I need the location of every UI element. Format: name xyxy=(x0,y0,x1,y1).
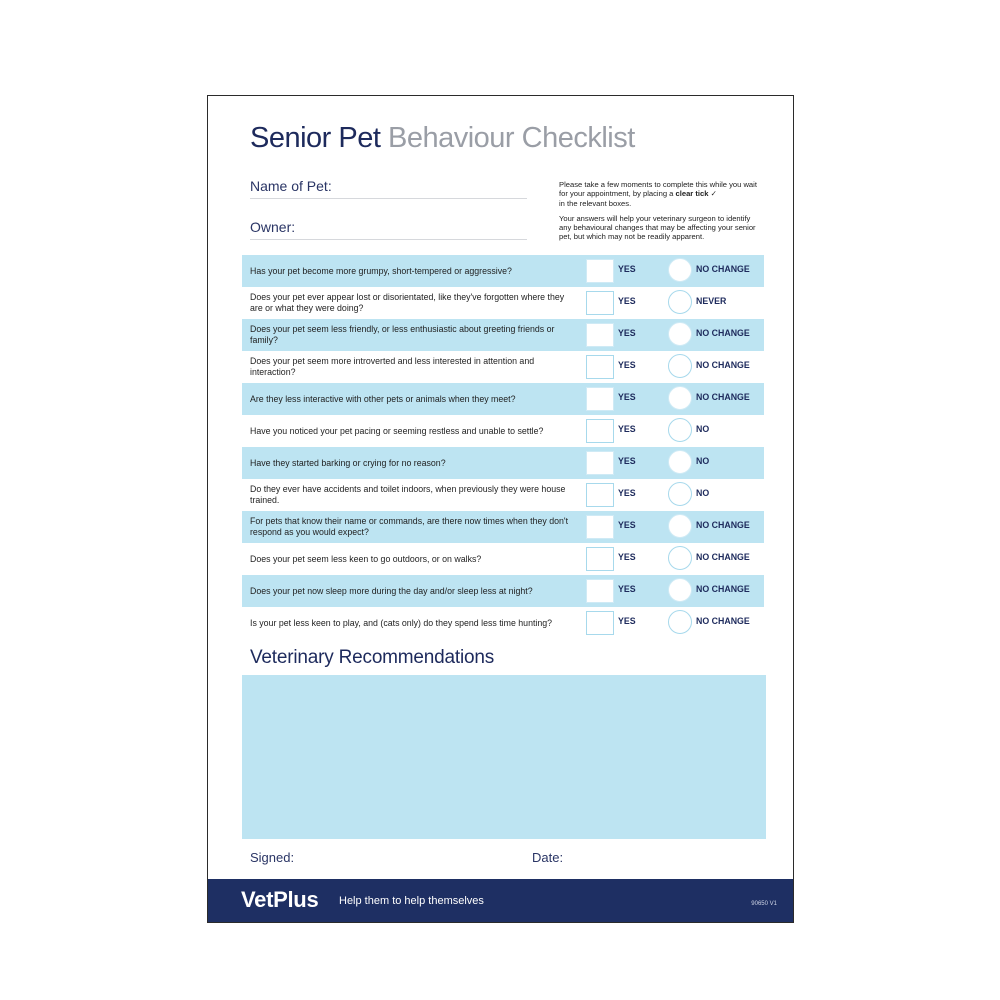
question-text xyxy=(250,479,575,511)
yes-label: YES xyxy=(618,360,636,370)
alt-label: NO xyxy=(696,488,710,498)
question-label: Does your pet ever appear lost or disorientated, like they've forgotten where they are or what they were doing? xyxy=(250,292,565,313)
recommendations-title: Veterinary Recommendations xyxy=(250,647,495,668)
alt-radio[interactable] xyxy=(668,482,692,506)
alt-radio[interactable] xyxy=(668,322,692,346)
yes-label: YES xyxy=(618,456,636,466)
yes-label: YES xyxy=(618,520,636,530)
question-label: Have you noticed your pet pacing or seeming restless and unable to settle? xyxy=(250,425,544,436)
yes-checkbox[interactable] xyxy=(586,515,614,539)
pet-name-label: Name of Pet: xyxy=(250,178,332,194)
question-label: Does your pet seem less keen to go outdoors, or on walks? xyxy=(250,553,482,564)
brand-logo: VetPlus xyxy=(241,887,319,912)
pet-name-field[interactable] xyxy=(250,178,527,199)
alt-label: NO CHANGE xyxy=(696,584,750,594)
question-text xyxy=(250,415,575,447)
question-text xyxy=(250,511,575,543)
question-label: Do they ever have accidents and toilet indoors, when previously they were house trained. xyxy=(250,484,566,505)
yes-checkbox[interactable] xyxy=(586,611,614,635)
alt-radio[interactable] xyxy=(668,546,692,570)
yes-checkbox[interactable] xyxy=(586,355,614,379)
question-text xyxy=(250,575,575,607)
question-label: Is your pet less keen to play, and (cats only) do they spend less time hunting? xyxy=(250,617,553,628)
question-text xyxy=(250,319,575,351)
owner-field[interactable] xyxy=(250,219,527,240)
page-title xyxy=(250,122,635,155)
question-row xyxy=(242,511,764,543)
yes-label: YES xyxy=(618,264,636,274)
alt-label: NO CHANGE xyxy=(696,552,750,562)
alt-radio[interactable] xyxy=(668,418,692,442)
alt-radio[interactable] xyxy=(668,450,692,474)
owner-label: Owner: xyxy=(250,219,296,235)
yes-checkbox[interactable] xyxy=(586,387,614,411)
signed-label: Signed: xyxy=(250,850,295,865)
title-secondary: Behaviour Checklist xyxy=(387,122,635,154)
question-row xyxy=(242,415,764,447)
question-list xyxy=(242,255,764,639)
alt-label: NO CHANGE xyxy=(696,392,750,402)
alt-radio[interactable] xyxy=(668,514,692,538)
alt-label: NO CHANGE xyxy=(696,616,750,626)
title-primary: Senior Pet xyxy=(250,122,381,154)
alt-label: NO xyxy=(696,456,710,466)
instructions-text-end: in the relevant boxes. xyxy=(559,198,632,208)
question-row xyxy=(242,255,764,287)
question-text xyxy=(250,255,575,287)
question-label: Have they started barking or crying for no reason? xyxy=(250,457,446,468)
yes-checkbox[interactable] xyxy=(586,291,614,315)
yes-label: YES xyxy=(618,488,636,498)
question-row xyxy=(242,319,764,351)
yes-checkbox[interactable] xyxy=(586,259,614,283)
alt-radio[interactable] xyxy=(668,354,692,378)
alt-radio[interactable] xyxy=(668,258,692,282)
question-row xyxy=(242,607,764,639)
alt-label: NEVER xyxy=(696,296,727,306)
question-row xyxy=(242,447,764,479)
alt-label: NO CHANGE xyxy=(696,264,750,274)
question-row xyxy=(242,479,764,511)
question-text xyxy=(250,383,575,415)
date-label: Date: xyxy=(532,850,564,865)
question-label: Does your pet now sleep more during the day and/or sleep less at night? xyxy=(250,585,533,596)
alt-label: NO CHANGE xyxy=(696,360,750,370)
yes-checkbox[interactable] xyxy=(586,419,614,443)
yes-label: YES xyxy=(618,392,636,402)
alt-label: NO CHANGE xyxy=(696,328,750,338)
instructions-bold: clear tick xyxy=(675,189,709,199)
alt-radio[interactable] xyxy=(668,386,692,410)
tagline: Help them to help themselves xyxy=(339,895,484,907)
tick-icon: ✓ xyxy=(710,189,717,199)
question-row xyxy=(242,383,764,415)
yes-checkbox[interactable] xyxy=(586,483,614,507)
yes-label: YES xyxy=(618,584,636,594)
alt-radio[interactable] xyxy=(668,610,692,634)
yes-label: YES xyxy=(618,552,636,562)
alt-label: NO CHANGE xyxy=(696,520,750,530)
question-label: Has your pet become more grumpy, short-tempered or aggressive? xyxy=(250,265,512,276)
instructions-para-2: Your answers will help your veterinary surgeon to identify any behavioural changes that may be affecting your senior pet, but which may not be readily apparent. xyxy=(559,213,756,242)
yes-checkbox[interactable] xyxy=(586,323,614,347)
question-label: Are they less interactive with other pets or animals when they meet? xyxy=(250,393,516,404)
question-row xyxy=(242,575,764,607)
question-text xyxy=(250,351,575,383)
question-text xyxy=(250,607,575,639)
alt-radio[interactable] xyxy=(668,578,692,602)
question-text xyxy=(250,287,575,319)
question-text xyxy=(250,447,575,479)
instructions-text: Please take a few moments to complete this while you wait for your appointment, by placing a xyxy=(559,180,757,199)
yes-label: YES xyxy=(618,296,636,306)
alt-label: NO xyxy=(696,424,710,434)
footer-band xyxy=(208,879,793,922)
yes-label: YES xyxy=(618,616,636,626)
question-row xyxy=(242,543,764,575)
question-row xyxy=(242,351,764,383)
yes-checkbox[interactable] xyxy=(586,547,614,571)
recommendations-box[interactable] xyxy=(242,675,766,839)
instructions xyxy=(559,180,759,248)
yes-checkbox[interactable] xyxy=(586,451,614,475)
yes-checkbox[interactable] xyxy=(586,579,614,603)
alt-radio[interactable] xyxy=(668,290,692,314)
question-label: Does your pet seem more introverted and less interested in attention and interaction? xyxy=(250,356,535,377)
document-code: 90650 V1 xyxy=(751,901,777,907)
question-label: Does your pet seem less friendly, or less enthusiastic about greeting friends or family? xyxy=(250,324,555,345)
yes-label: YES xyxy=(618,424,636,434)
instructions-para-1 xyxy=(559,180,759,208)
yes-label: YES xyxy=(618,328,636,338)
checklist-page xyxy=(207,95,794,923)
question-row xyxy=(242,287,764,319)
question-text xyxy=(250,543,575,575)
question-label: For pets that know their name or commands, are there now times when they don't respond as you would expect? xyxy=(250,516,569,537)
